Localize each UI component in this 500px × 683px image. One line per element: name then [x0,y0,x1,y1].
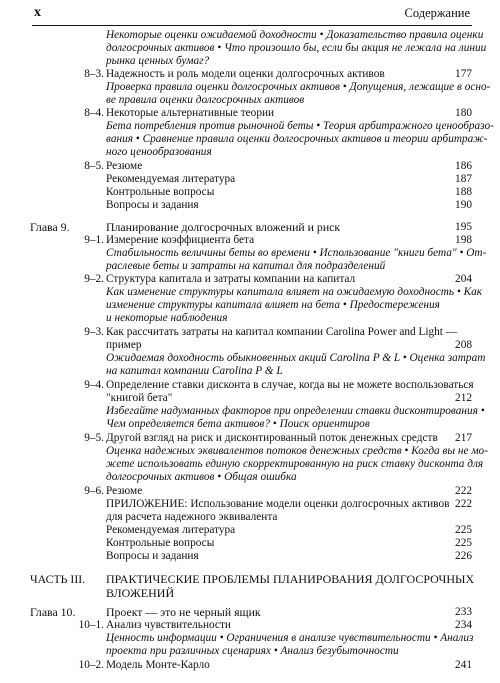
toc-page-number: 186 [455,160,472,172]
toc-page-number: 234 [455,619,472,631]
toc-entry-title: Контрольные вопросы [106,537,215,549]
toc-entry-title: Рекомендуемая литература [106,524,236,536]
toc-subtopics: раслевые беты и затраты на капитал для подразделений [106,260,386,272]
toc-page-number: 222 [455,498,472,510]
toc-page-number: 187 [455,173,472,185]
toc-section-number: 9–4. [84,379,104,391]
toc-page-number: 222 [455,485,472,497]
toc-subtopics: проекта при различных сценариях • Анализ безубыточности [106,645,399,657]
toc-chapter-number: Глава 10. [30,605,76,619]
toc-entry-title: Рекомендуемая литература [106,173,236,185]
toc-entry-title: Резюме [106,160,143,172]
toc-subtopics: Чем определяется бета активов? • Поиск ориентиров [106,418,370,430]
toc-entry-title: Модель Монте-Карло [106,659,210,671]
toc-section-number: 8–5. [84,160,104,172]
page-number-roman: x [34,5,41,20]
toc-page-number: 225 [455,524,472,536]
toc-entry-title: ВЛОЖЕНИЙ [106,586,175,600]
toc-section-number: 9–1. [84,234,104,246]
header-rule [32,25,472,26]
toc-page-number: 180 [455,107,472,119]
toc-subtopics: Как изменение структуры капитала влияет на ожидаемую доходность • Как [106,286,483,298]
toc-entry-title: Контрольные вопросы [106,186,215,198]
toc-page-number: 241 [455,659,472,671]
toc-page-number: 195 [455,221,472,233]
toc-entry-title: Некоторые альтернативные теории [106,107,275,119]
toc-chapter-number: ЧАСТЬ III. [30,572,86,586]
toc-entry-title: Измерение коэффициента бета [106,234,255,246]
toc-page-number: 190 [455,199,472,211]
toc-page-number: 204 [455,273,472,285]
toc-page-number: 198 [455,234,472,246]
toc-page-number: 177 [455,68,472,80]
toc-page-number: 225 [455,537,472,549]
section-title: Содержание [404,6,470,20]
toc-entry-title: Надежность и роль модели оценки долгосрочных активов [106,68,385,80]
toc-chapter-number: Глава 9. [30,220,70,234]
toc-entry-title: Планирование долгосрочных вложений и риск [106,220,341,234]
toc-subtopics: Оценка надежных эквивалентов потоков денежных средств • Когда вы не мо- [106,445,488,457]
toc-section-number: 8–3. [84,68,104,80]
toc-subtopics: Некоторые оценки ожидаемой доходности • Доказательство правила оценки [106,29,484,41]
toc-entry-title: для расчета надежного эквивалента [106,511,278,523]
toc-subtopics: Избегайте надуманных факторов при определении ставки дисконтирования • [106,405,485,417]
toc-subtopics: ного ценообразования [106,146,212,158]
toc-entry-title: Анализ чувствительности [106,619,231,631]
toc-entry-title: Вопросы и задания [106,550,199,562]
toc-entry-title: ПРАКТИЧЕСКИЕ ПРОБЛЕМЫ ПЛАНИРОВАНИЯ ДОЛГОСРОЧНЫХ [106,572,475,586]
toc-entry-title: Структура капитала и затраты компании на капитал [106,273,356,285]
toc-entry-title: пример [106,339,142,351]
toc-entry-title: Определение ставки дисконта в случае, когда вы не можете воспользоваться [106,379,474,391]
toc-subtopics: Бета потребления против рыночной беты • Теория арбитражного ценообразо- [106,120,494,132]
toc-section-number: 9–5. [84,432,104,444]
toc-subtopics: вания • Сравнение правила оценки долгосрочных активов и теории арбитраж- [106,133,488,145]
toc-section-number: 9–6. [84,485,104,497]
toc-entry-title: Вопросы и задания [106,199,199,211]
toc-page-number: 208 [455,339,472,351]
toc-page-number: 188 [455,186,472,198]
toc-entry-title: Как рассчитать затраты на капитал компании Carolina Power and Light — [106,326,458,338]
toc-section-number: 8–4. [84,107,104,119]
toc-subtopics: и некоторые наблюдения [106,312,228,324]
toc-subtopics: долгосрочных активов • Что произошло бы, если бы акция не лежала на линии [106,42,487,54]
toc-subtopics: жете использовать единую скорректированную на риск ставку дисконта для [106,458,484,470]
toc-page-number: 233 [455,606,472,618]
toc-section-number: 9–3. [84,326,104,338]
toc-subtopics: изменение структуры капитала влияет на бета • Предостережения [106,299,440,311]
toc-subtopics: рынка ценных бумаг? [106,55,210,67]
toc-section-number: 10–1. [78,619,104,631]
toc-subtopics: Ценность информации • Ограничения в анализе чувствительности • Анализ [106,632,474,644]
toc-entry-title: Проект — это не черный ящик [106,605,261,619]
toc-entry-title: Резюме [106,485,143,497]
toc-section-number: 10–2. [78,659,104,671]
toc-page-number: 226 [455,550,472,562]
toc-subtopics: на капитал компании Carolina P & L [106,365,283,377]
toc-entry-title: "книгой бета" [106,392,173,404]
toc-subtopics: Проверка правила оценки долгосрочных активов • Допущения, лежащие в осно- [106,81,491,93]
toc-subtopics: Стабильность величины беты во времени • Использование "книги бета" • От- [106,247,487,259]
running-header [0,5,500,25]
toc-page-number: 212 [455,392,472,404]
toc-subtopics: Ожидаемая доходность обыкновенных акций Carolina P & L • Оценка затрат [106,352,486,364]
toc-entry-title: ПРИЛОЖЕНИЕ: Использование модели оценки долгосрочных активов [106,498,450,510]
toc-subtopics: ве правила оценки долгосрочных активов [106,94,305,106]
toc-subtopics: долгосрочных активов • Общая ошибка [106,471,297,483]
toc-entry-title: Другой взгляд на риск и дисконтированный поток денежных средств [106,432,438,444]
toc-page-number: 217 [455,432,472,444]
toc-section-number: 9–2. [84,273,104,285]
